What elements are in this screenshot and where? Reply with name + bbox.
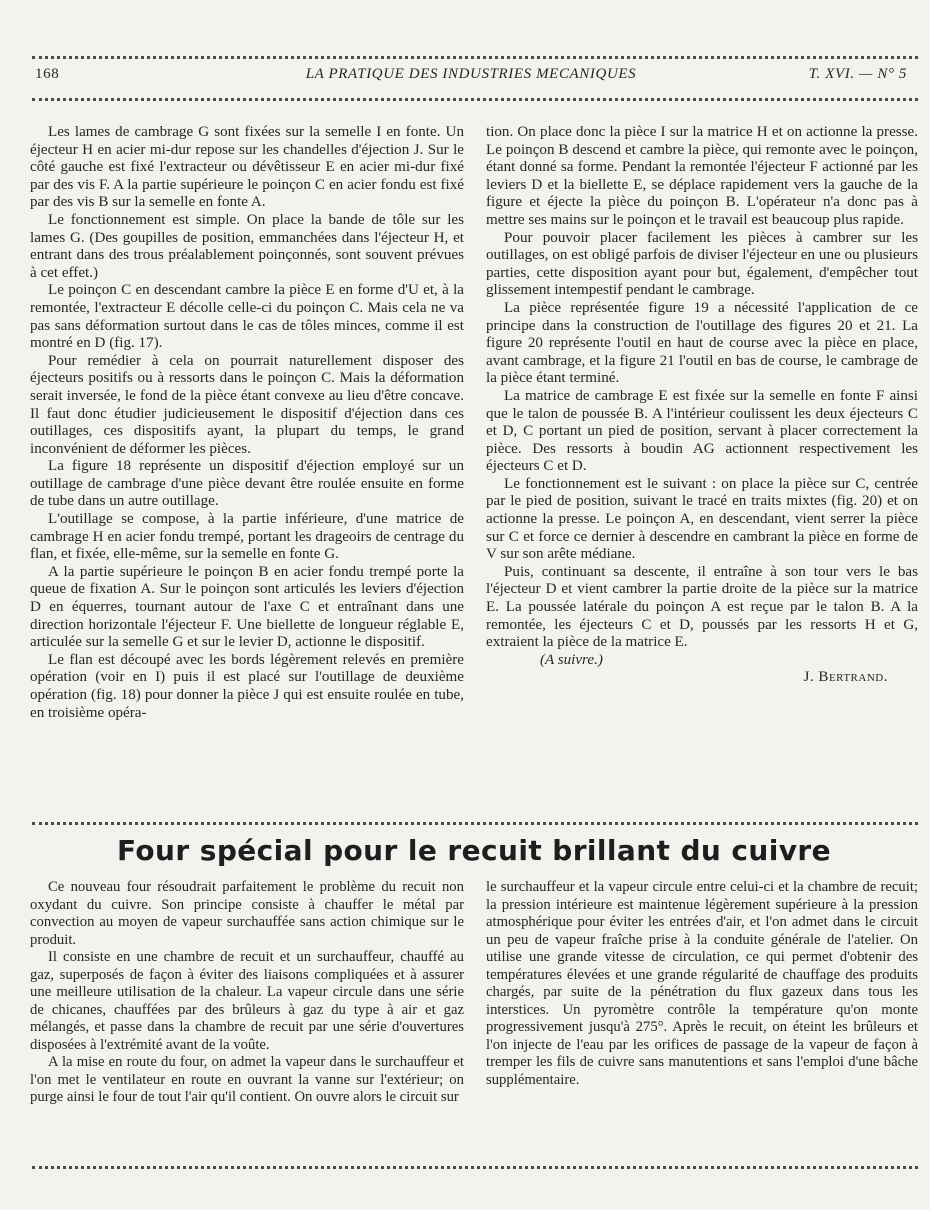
paragraph: L'outillage se compose, à la partie inférieure, d'une matrice de cambrage H en acier fondu trempé, portant les drageoirs de centrage du flan, et fixée, elle-même, sur la semelle en fonte G. (30, 511, 464, 563)
paragraph: A la mise en route du four, on admet la vapeur dans le surchauffeur et l'on met le ventilateur en route en ouvrant la vanne sur l'extérieur; on purge ainsi le four de tout l'air qu'il contient. On ouvre alors le circuit sur (30, 1054, 464, 1105)
paragraph: La matrice de cambrage E est fixée sur la semelle en fonte F ainsi que le talon de poussée B. A l'intérieur coulissent les deux éjecteurs C et D, C portant un pied de position, servant à placer correctement la pièce. Des ressorts à boudin AG actionnent respectivement les éjecteurs C et D. (486, 387, 918, 475)
paragraph: le surchauffeur et la vapeur circule entre celui-ci et la chambre de recuit; la pression intérieure est maintenue légèrement supérieure à la pression atmosphérique pour éviter les entrées d'air, et l'on admet dans le circuit un peu de vapeur fraîche prise à la conduite générale de l'atelier. On utilise une grande vitesse de circulation, ce qui permet d'obtenir des températures élevées et une grande régularité de chauffage des produits chargés, par suite de la pénétration du flux gazeux dans tous les interstices. Un pyromètre contrôle la température qu'on monte progressivement jusqu'à 275°. Après le recuit, on éteint les brûleurs et l'on injecte de l'eau par les orifices de passage de la vapeur de façon à tremper les fils de cuivre sans manutentions et sans l'emploi d'une bâche supplémentaire. (486, 879, 918, 1088)
paragraph: Le flan est découpé avec les bords légèrement relevés en première opération (voir en I) puis il est placé sur l'outillage de deuxième opération (fig. 18) pour donner la pièce J qui est ensuite roulée en tube, en troisième opéra- (30, 651, 464, 721)
paragraph: tion. On place donc la pièce I sur la matrice H et on actionne la presse. Le poinçon B descend et cambre la pièce, qui remonte avec le poinçon, étant donné sa forme. Pendant la remontée l'éjecteur F actionné par les leviers D et la biellette E, se déplace rapidement vers la gauche de la figure et éjecte la pièce du poinçon B. L'opérateur n'a donc pas à mettre ses mains sur le poinçon et le travail est beaucoup plus rapide. (486, 124, 918, 228)
article1-right-column (486, 124, 918, 687)
rule-top-2 (32, 98, 918, 101)
page-number: 168 (35, 66, 60, 82)
article2-right-column (486, 879, 918, 1089)
article2-title: Four spécial pour le recuit brillant du cuivre (117, 834, 831, 867)
paragraph: Puis, continuant sa descente, il entraîne à son tour vers le bas l'éjecteur D et vient cambrer la partie droite de la pièce sur la matrice E. La poussée latérale du poinçon A est reçue par le talon B. A la remontée, les éjecteurs C et D, poussés par les ressorts H et G, extraient la pièce de la matrice E. (486, 563, 918, 651)
paragraph: Le fonctionnement est simple. On place la bande de tôle sur les lames G. (Des goupilles de position, emmanchées dans l'éjecteur H, et entrant dans des trous préalablement poinçonnés, sont souvent prévues à cet effet.) (30, 211, 464, 281)
rule-bottom (32, 1166, 918, 1169)
volume-issue: T. XVI. — N° 5 (808, 66, 907, 82)
rule-top-1 (32, 56, 918, 59)
paragraph: A la partie supérieure le poinçon B en acier fondu trempé porte la queue de fixation A. Sur le poinçon sont articulés les leviers d'éjection D en équerres, tournant autour de l'axe C et entraînant dans une direction horizontale l'éjecteur F. Une biellette de longueur réglable E, articulée sur la semelle G et sur le levier D, actionne le dispositif. (30, 563, 464, 651)
article1-left-column (30, 124, 464, 722)
to-be-continued: (A suivre.) (540, 651, 603, 668)
page-header (35, 66, 907, 90)
author-signature: J. Bertrand. (803, 669, 888, 686)
paragraph: Il consiste en une chambre de recuit et un surchauffeur, chauffé au gaz, superposés de façon à éviter des liaisons compliquées et à assurer une meilleure utilisation de la chaleur. La vapeur circule dans une série de chicanes, chauffées par des brûleurs à gaz du type à air et gaz mélangés, et passe dans la chambre de recuit par une série d'ouvertures disposées à l'extrémité avant de la voûte. (30, 949, 464, 1053)
rule-mid (32, 822, 918, 825)
paragraph: Les lames de cambrage G sont fixées sur la semelle I en fonte. Un éjecteur H en acier mi-dur repose sur les chandelles d'éjection J. Sur le côté gauche est fixé l'extracteur ou dévêtisseur E en acier mi-dur fixé par des vis F. A la partie supérieure le poinçon C en acier fondu est fixé par des vis B sur la semelle en fonte A. (30, 124, 464, 211)
paragraph: Ce nouveau four résoudrait parfaitement le problème du recuit non oxydant du cuivre. Son principe consiste à chauffer le métal par convection au moyen de vapeur surchauffée sans action chimique sur le produit. (30, 879, 464, 948)
paragraph: Pour remédier à cela on pourrait naturellement disposer des éjecteurs positifs ou à ressorts dans le poinçon C. Mais la déformation serait inversée, le fond de la pièce étant convexe au lieu d'être concave. Il faut donc étudier judicieusement le dispositif d'éjection dans ces outillages, ces dispositifs ayant, la plupart du temps, le grand inconvénient de déformer les pièces. (30, 352, 464, 457)
paragraph: Le fonctionnement est le suivant : on place la pièce sur C, centrée par le pied de position, suivant le tracé en traits mixtes (fig. 20) et on actionne la presse. Le poinçon A, en descendant, vient serrer la pièce sur C et force ce dernier à descendre en cambrant la pièce en forme de V sur son arête médiane. (486, 475, 918, 563)
paragraph: Le poinçon C en descendant cambre la pièce E en forme d'U et, à la remontée, l'extracteur E décolle celle-ci du poinçon C. Mais cela ne va pas sans déformation surtout dans le cas de tôles minces, comme il est montré en D (fig. 17). (30, 282, 464, 352)
paragraph: La figure 18 représente un dispositif d'éjection employé sur un outillage de cambrage d'une pièce devant être roulée ensuite en forme de tube dans un autre outillage. (30, 458, 464, 510)
paragraph: Pour pouvoir placer facilement les pièces à cambrer sur les outillages, on est obligé parfois de diviser l'éjecteur en une ou plusieurs parties, cette disposition ayant pour but, également, d'empêcher tout glissement intempestif pendant le cambrage. (486, 229, 918, 299)
journal-title: LA PRATIQUE DES INDUSTRIES MECANIQUES (305, 66, 637, 82)
article2-left-column (30, 879, 464, 1107)
paragraph: La pièce représentée figure 19 a nécessité l'application de ce principe dans la construction de l'outillage des figures 20 et 21. La figure 20 représente l'outil en haut de course avec la pièce en place, avant cambrage, et la figure 21 l'outil en bas de course, le cambrage de la pièce étant terminé. (486, 299, 918, 387)
